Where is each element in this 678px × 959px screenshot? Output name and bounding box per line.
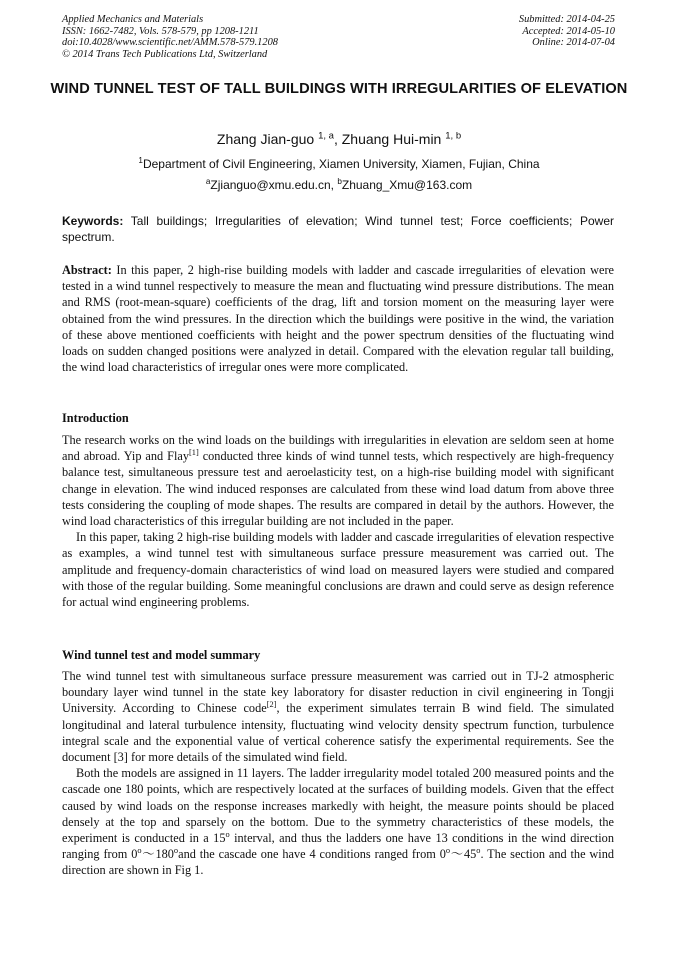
journal-header — [62, 14, 278, 60]
wind-tunnel-body — [62, 668, 614, 879]
paragraph-text: . The section and the wind direction are shown in Fig 1. — [62, 847, 614, 878]
paragraph-text: interval, and thus the ladders one have 13 conditions in the wind direction ranging from 0 — [62, 831, 614, 862]
author-separator: , — [333, 131, 342, 147]
doi-line: doi:10.4028/www.scientific.net/AMM.578-579.1208 — [62, 37, 278, 49]
affiliation — [0, 157, 678, 172]
abstract-label: Abstract: — [62, 263, 112, 277]
submitted-date: Submitted: 2014-04-25 — [518, 14, 615, 25]
dates-header — [519, 14, 615, 49]
email-line — [0, 178, 678, 193]
email-address: Zhuang_Xmu@163.com — [341, 178, 473, 192]
paragraph — [62, 668, 614, 765]
email-marker: b — [337, 177, 342, 186]
citation-ref: [1] — [189, 448, 199, 458]
author-affil-marker: 1, a — [318, 130, 334, 142]
affiliation-marker: 1 — [138, 156, 143, 165]
introduction-body — [62, 432, 614, 610]
author-name: Zhuang Hui-min — [341, 131, 442, 147]
degree-sign: o — [476, 846, 481, 856]
journal-name: Applied Mechanics and Materials — [62, 14, 204, 25]
paragraph-text: ～180 — [141, 847, 174, 862]
author-line — [0, 130, 678, 148]
degree-sign: o — [137, 846, 142, 856]
keywords-label: Keywords: — [62, 214, 124, 228]
paragraph-text: and the cascade one have 4 conditions ranged from 0 — [178, 847, 446, 862]
degree-sign: o — [445, 846, 451, 856]
keywords — [62, 213, 614, 245]
abstract — [62, 262, 614, 375]
keywords-text: Tall buildings; Irregularities of elevation; Wind tunnel test; Force coefficients; Power spectrum. — [62, 214, 614, 244]
paragraph-text: conducted three kinds of wind tunnel tests, which respectively are high-frequency balance test, simultaneous pressure test and aeroelasticity test, on a high-rise building model with significant change in elevation. The wind induced responses are calculated from these wind load datum from above three tests considering the coupling of mode shapes. The results are compared in detail by the authors. However, the wind load characteristics of this irregular building are not included in the paper. — [62, 449, 614, 529]
paragraph-text: ～45 — [450, 847, 477, 862]
issn-line: ISSN: 1662-7482, Vols. 578-579, pp 1208-1211 — [62, 25, 259, 37]
section-heading: Wind tunnel test and model summary — [62, 648, 261, 662]
section-heading: Introduction — [62, 411, 129, 425]
paragraph-text: The wind tunnel test with simultaneous surface pressure measurement was carried out in TJ-2 atmospheric boundary layer wind tunnel in the state key laboratory for disaster reduction in civil engineering in Tongji University. According to Chinese code — [62, 669, 614, 716]
paper-title: WIND TUNNEL TEST OF TALL BUILDINGS WITH IRREGULARITIES OF ELEVATION — [50, 81, 628, 97]
online-date: Online: 2014-07-04 — [532, 37, 615, 49]
email-marker: a — [205, 177, 211, 186]
affiliation-text: Department of Civil Engineering, Xiamen University, Xiamen, Fujian, China — [142, 157, 540, 171]
accepted-date: Accepted: 2014-05-10 — [522, 25, 615, 37]
paragraph-text: The research works on the wind loads on the buildings with irregularities in elevation are seldom seen at home and abroad. Yip and Flay — [62, 433, 614, 464]
paragraph-text: , the experiment simulates terrain B wind field. The simulated longitudinal and lateral turbulence intensity, fluctuating wind velocity density spectrum function, turbulence integral scale and the exponential value of vertical coherence satisfy the experimental requirements. See the document [3] for more details of the simulated wind field. — [62, 701, 614, 765]
degree-sign: o — [225, 829, 230, 839]
paragraph-text: Both the models are assigned in 11 layers. The ladder irregularity model totaled 200 measured points and the cascade one 180 points, which are respectively located at the surfaces of building models. Given that the effect caused by wind loads on the response increases markedly with height, the measure points should be placed densely at the top and sparsely on the bottom. Due to the symmetry characteristics of these models, the experiment is conducted in a 15 — [62, 766, 614, 846]
degree-sign: o — [173, 846, 179, 856]
citation-ref: [2] — [266, 700, 277, 710]
author-name: Zhang Jian-guo — [216, 131, 315, 147]
author-affil-marker: 1, b — [445, 130, 462, 142]
paragraph — [62, 432, 614, 529]
paragraph — [62, 765, 614, 878]
paragraph: In this paper, taking 2 high-rise building models with ladder and cascade irregularities of elevation respective as examples, a wind tunnel test with simultaneous surface pressure measurement was carried out. The amplitude and frequency-domain characteristics of wind load on measured layers were studied and compared with those of the regular building. Some meaningful conclusions are drawn and could serve as design reference for actual wind engineering problems. — [62, 530, 614, 610]
copyright-line: © 2014 Trans Tech Publications Ltd, Switzerland — [62, 48, 268, 60]
abstract-text: In this paper, 2 high-rise building models with ladder and cascade irregularities of elevation were tested in a wind tunnel respectively to measure the mean and fluctuating wind pressure distributions. The mean and RMS (root-mean-square) coefficients of the drag, lift and torsion moment on the measuring layer were obtained from the wind pressures. In the direction which the buildings were positive in the wind, the variation of these above mentioned coefficients with height and the power spectrum densities of the fluctuating wind loads on sudden changed positions were analyzed in detail. Compared with the elevation regular tall building, the wind load characteristics of irregular ones were more complicated. — [62, 263, 614, 375]
email-address: Zjianguo@xmu.edu.cn, — [210, 178, 338, 192]
